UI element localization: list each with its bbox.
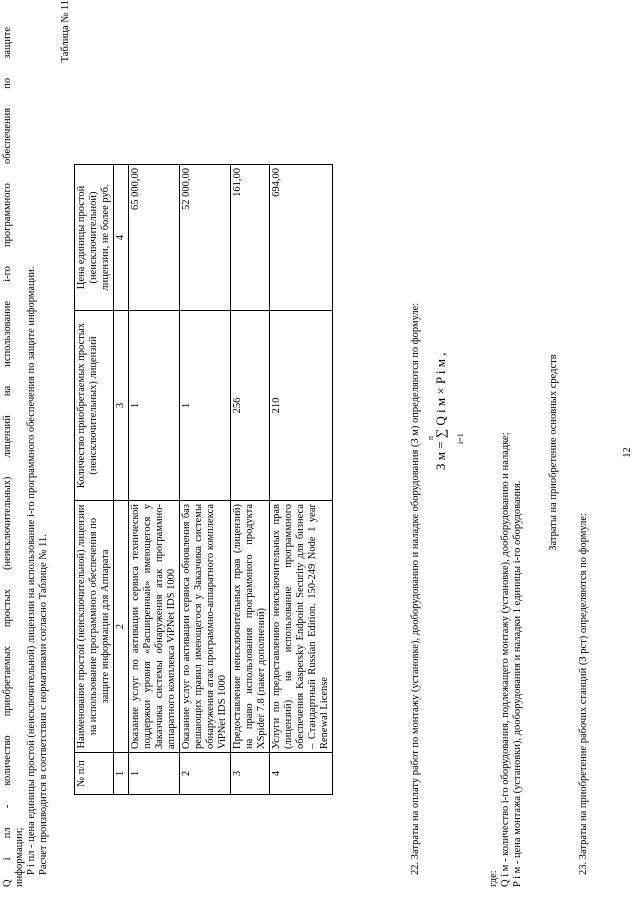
formula-zm	[425, 330, 470, 470]
licenses-table	[74, 164, 333, 795]
intro-line-1: Q i пл - количество приобретаемых простых (неисключительных) лицензий на использование i-го программного обеспечения по защите	[2, 27, 13, 887]
table-row	[180, 165, 231, 795]
col-header-num: № п/п	[75, 753, 114, 795]
intro-line-2: P i пл - цена единицы простой (неисключительной) лицензии на использование i-го программного обеспечения по защите информации.	[26, 266, 37, 875]
table-header-row	[75, 165, 114, 795]
row-name: Предоставление неисключительных прав (лицензий) на право использования программного продукта XSpider 7.8 (пакет дополнений)	[231, 501, 270, 753]
intro-line-1-cont: информации;	[14, 827, 25, 887]
row-price: 65 000,00	[129, 165, 180, 311]
row-num: 3	[231, 753, 270, 795]
row-price: 52 000,00	[180, 165, 231, 311]
intro-line-3: Расчет производится в соответствии с нормативами согласно Таблице № 11.	[38, 534, 49, 875]
row-price: 694,00	[270, 165, 333, 311]
col-header-name: Наименование простой (неисключительной) лицензии на использование программного обеспечения по защите информации для Аппарата	[75, 501, 114, 753]
row-qty: 210	[270, 311, 333, 501]
section-title: Затраты на приобретение основных средств	[548, 354, 559, 551]
definition-p: P i м - цена монтажа (установки), дооборудования и наладки 1 единицы i-го оборудования.	[512, 480, 523, 887]
table-row	[129, 165, 180, 795]
row-num: 1	[129, 753, 180, 795]
row-qty: 1	[129, 311, 180, 501]
row-name: Оказание услуг по активации сервиса технической поддержки уровня «Расширенный» имеющегося у Заказчика системы обнаружения атак программно-аппаратного комплекса ViPNet IDS 1000	[129, 501, 180, 753]
formula-lower-limit: i=1	[456, 433, 465, 444]
section-23-text: 23. Затраты на приобретение рабочих станций (З рст) определяются по формуле:	[578, 513, 589, 875]
table-row	[231, 165, 270, 795]
row-price: 161,00	[231, 165, 270, 311]
row-num: 4	[270, 753, 333, 795]
table-header-numbers-row	[114, 165, 129, 795]
col-number-1: 1	[114, 753, 129, 795]
row-num: 2	[180, 753, 231, 795]
formula-upper-limit: n	[426, 436, 435, 440]
page-number: 12	[622, 447, 633, 458]
row-qty: 256	[231, 311, 270, 501]
row-qty: 1	[180, 311, 231, 501]
col-header-price: Цена единицы простой (неисключительной) лицензии, не более руб.	[75, 165, 114, 311]
section-22-text: 22. Затраты на оплату работ по монтажу (установке), дооборудованию и наладке оборудования (З м) определяются по формуле:	[410, 302, 421, 875]
col-header-qty: Количество приобретаемых простых (неисключительных) лицензий	[75, 311, 114, 501]
formula-text: З м = ∑ Q i м × P i м ,	[433, 352, 448, 470]
table-row	[270, 165, 333, 795]
row-name: Оказание услуг по активации сервиса обновления баз решающих правил имеющегося у Заказчика системы обнаружения атак программно-аппаратного комплекса ViPNet IDS 1000	[180, 501, 231, 753]
col-number-3: 3	[114, 311, 129, 501]
col-number-2: 2	[114, 501, 129, 753]
table-label: Таблица № 11	[60, 0, 71, 63]
row-name: Услуги по предоставлению неисключительных прав (лицензий) на использование программного обеспечения Kaspersky Endpoint Security для бизнеса – Стандартный Russian Edition. 150-249 Node 1 year Renewal License	[270, 501, 333, 753]
where-label: где:	[488, 870, 499, 887]
col-number-4: 4	[114, 165, 129, 311]
definition-q: Q i м - количество i-го оборудования, подлежащего монтажу (установке), дооборудованию и наладке;	[500, 432, 511, 887]
